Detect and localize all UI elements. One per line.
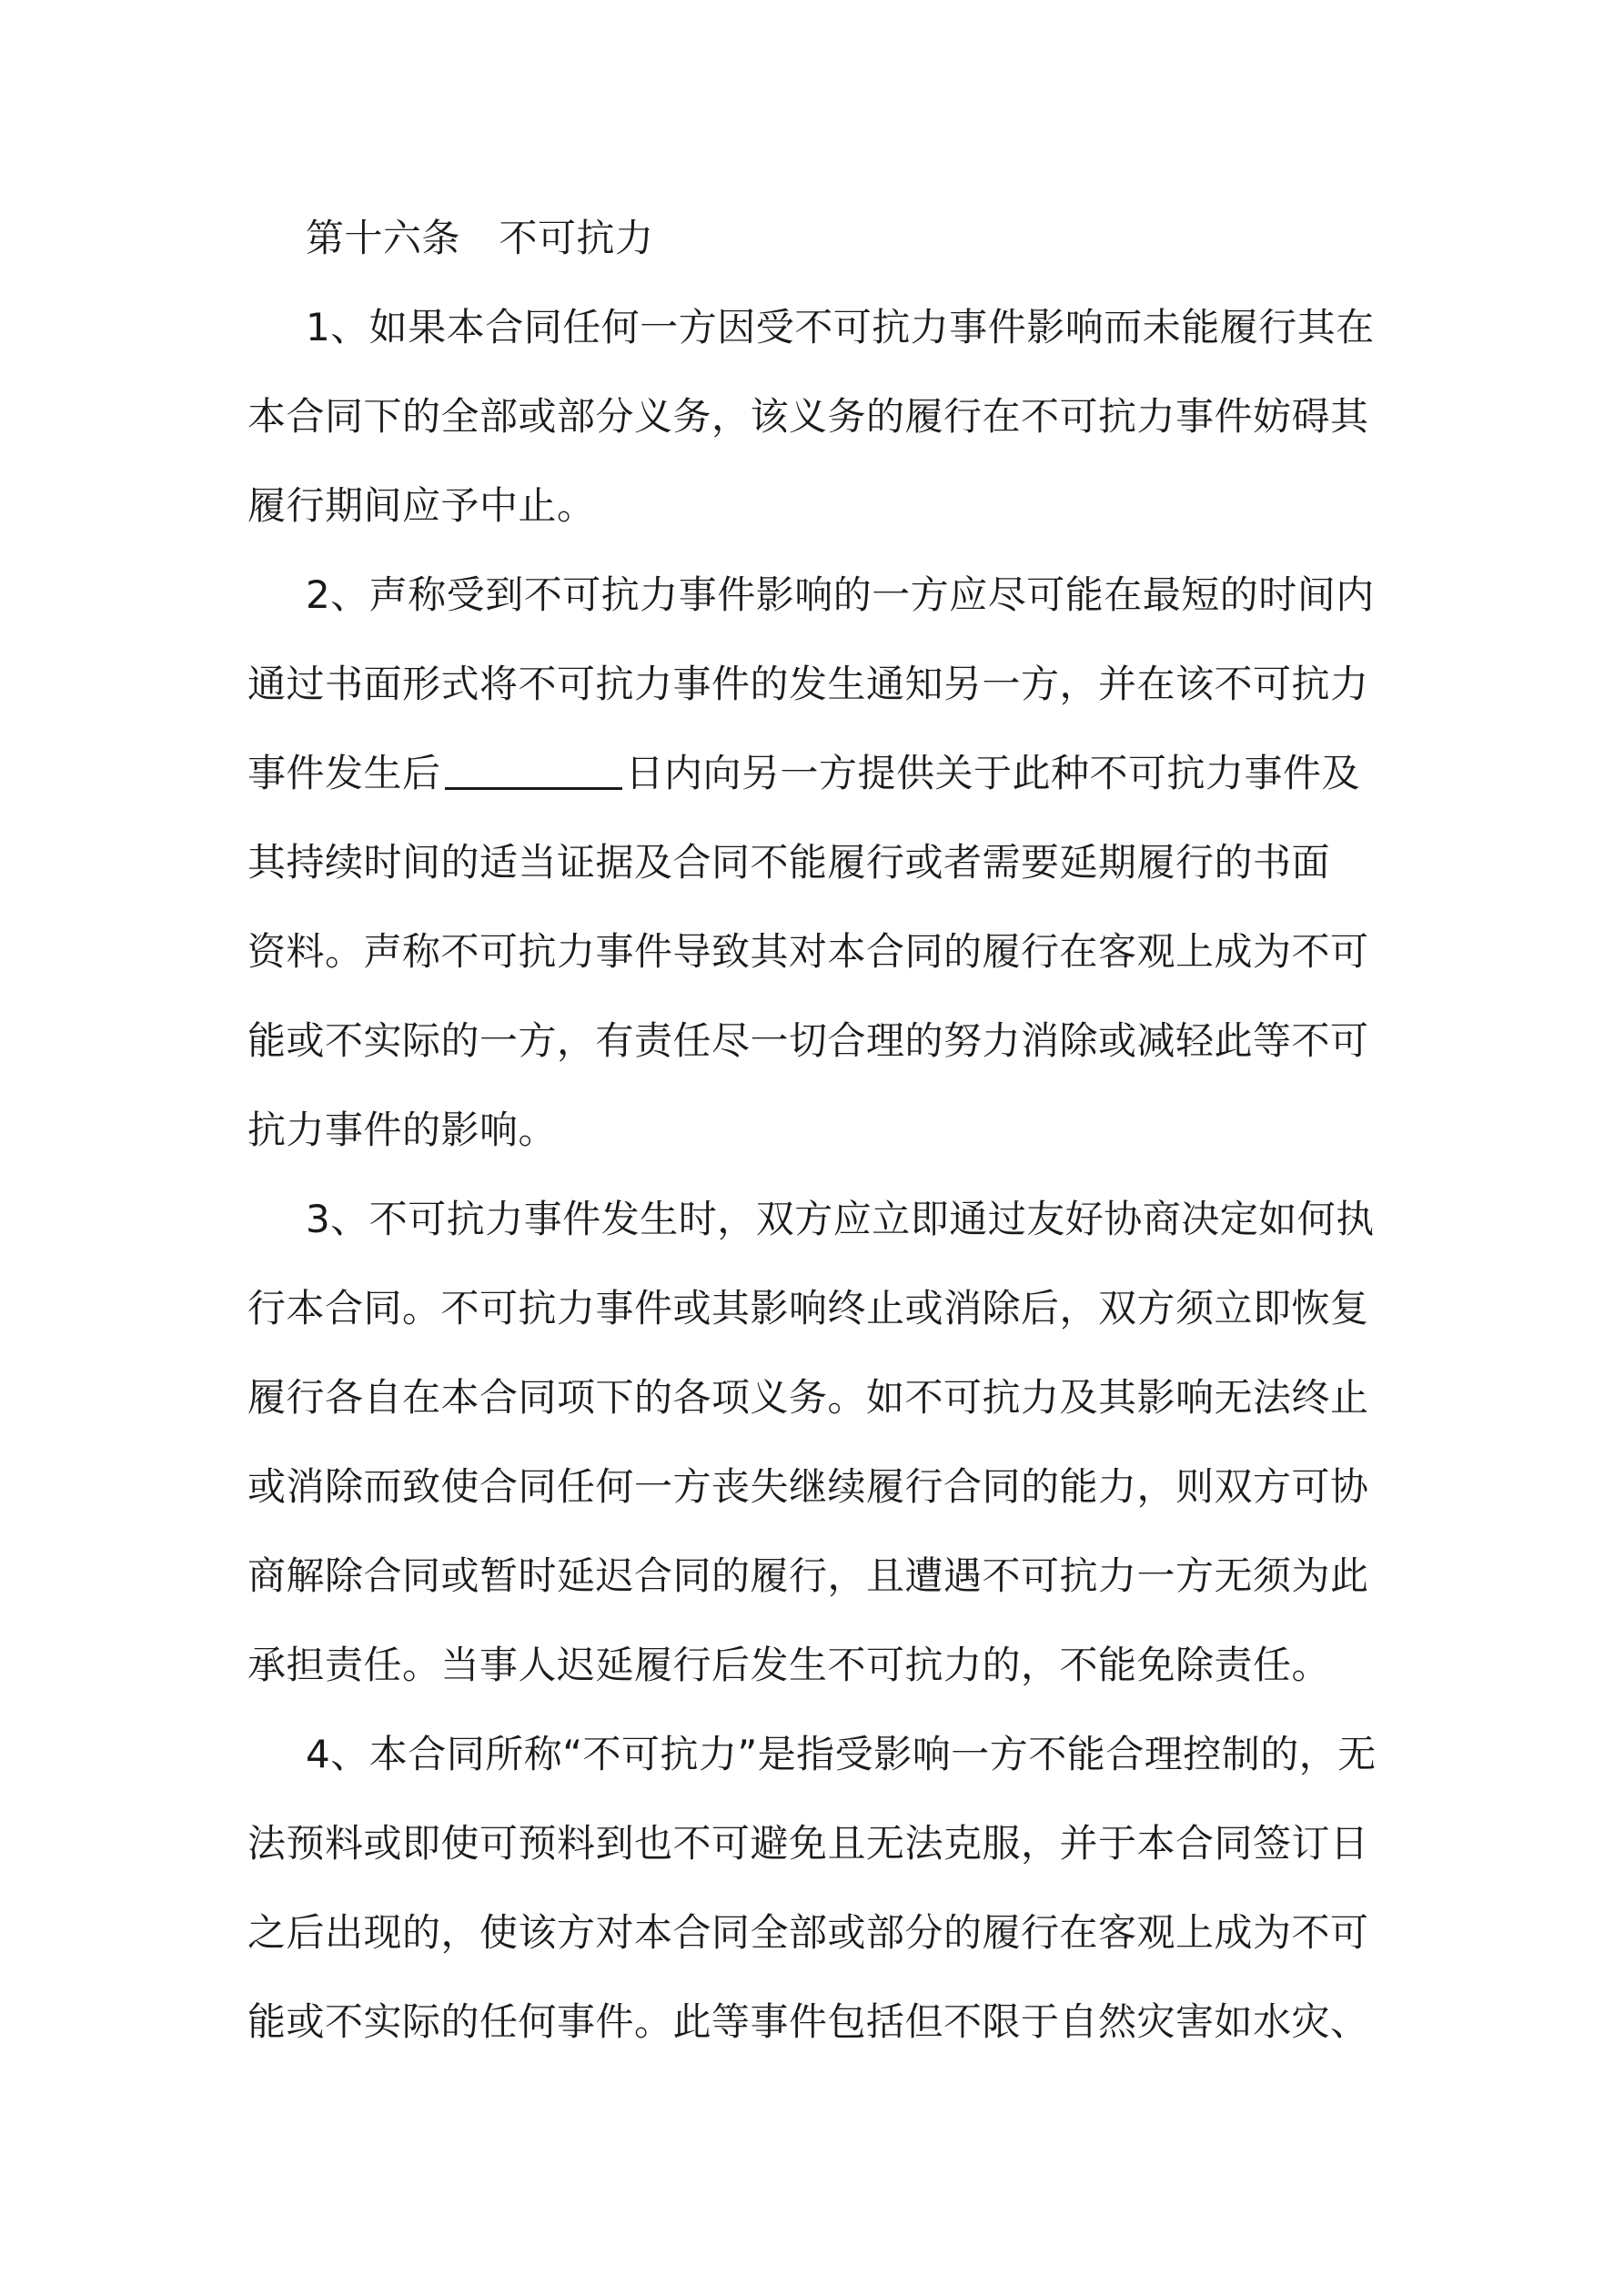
- paragraph-2-line-5: 资料。声称不可抗力事件导致其对本合同的履行在客观上成为不可: [247, 929, 1369, 974]
- paragraph-3-line-4: 或消除而致使合同任何一方丧失继续履行合同的能力，则双方可协: [247, 1464, 1369, 1509]
- paragraph-2-line-7: 抗力事件的影响。: [247, 1108, 558, 1152]
- paragraph-4-line-1: 4、本合同所称“不可抗力”是指受影响一方不能合理控制的，无: [306, 1732, 1377, 1776]
- fill-in-blank[interactable]: [445, 751, 622, 790]
- paragraph-3-line-6: 承担责任。当事人迟延履行后发生不可抗力的，不能免除责任。: [247, 1643, 1331, 1687]
- paragraph-4-line-2: 法预料或即使可预料到也不可避免且无法克服，并于本合同签订日: [247, 1821, 1369, 1866]
- paragraph-2-line-3-end: 日内向另一方提供关于此种不可抗力事件及: [625, 751, 1361, 795]
- paragraph-2-line-2: 通过书面形式将不可抗力事件的发生通知另一方，并在该不可抗力: [247, 662, 1369, 706]
- paragraph-3-line-2: 行本合同。不可抗力事件或其影响终止或消除后，双方须立即恢复: [247, 1286, 1369, 1330]
- paragraph-3-line-1: 3、不可抗力事件发生时，双方应立即通过友好协商决定如何执: [306, 1197, 1375, 1241]
- paragraph-2-line-1: 2、声称受到不可抗力事件影响的一方应尽可能在最短的时间内: [306, 572, 1375, 617]
- paragraph-3-line-3: 履行各自在本合同项下的各项义务。如不可抗力及其影响无法终止: [247, 1375, 1369, 1420]
- paragraph-4-line-4: 能或不实际的任何事件。此等事件包括但不限于自然灾害如水灾、: [247, 1999, 1369, 2044]
- paragraph-1-line-2: 本合同下的全部或部分义务，该义务的履行在不可抗力事件妨碍其: [247, 394, 1369, 439]
- paragraph-2-line-4: 其持续时间的适当证据及合同不能履行或者需要延期履行的书面: [247, 840, 1331, 885]
- paragraph-1-line-1: 1、如果本合同任何一方因受不可抗力事件影响而未能履行其在: [306, 305, 1375, 349]
- article-heading: 第十六条 不可抗力: [306, 216, 654, 260]
- paragraph-3-line-5: 商解除合同或暂时延迟合同的履行，且遭遇不可抗力一方无须为此: [247, 1553, 1369, 1598]
- paragraph-2-line-3-start: 事件发生后: [247, 751, 441, 795]
- paragraph-4-line-3: 之后出现的，使该方对本合同全部或部分的履行在客观上成为不可: [247, 1910, 1369, 1955]
- paragraph-1-line-3: 履行期间应予中止。: [247, 483, 596, 528]
- paragraph-2-line-3: [247, 746, 1360, 801]
- paragraph-2-line-6: 能或不实际的一方，有责任尽一切合理的努力消除或减轻此等不可: [247, 1018, 1369, 1063]
